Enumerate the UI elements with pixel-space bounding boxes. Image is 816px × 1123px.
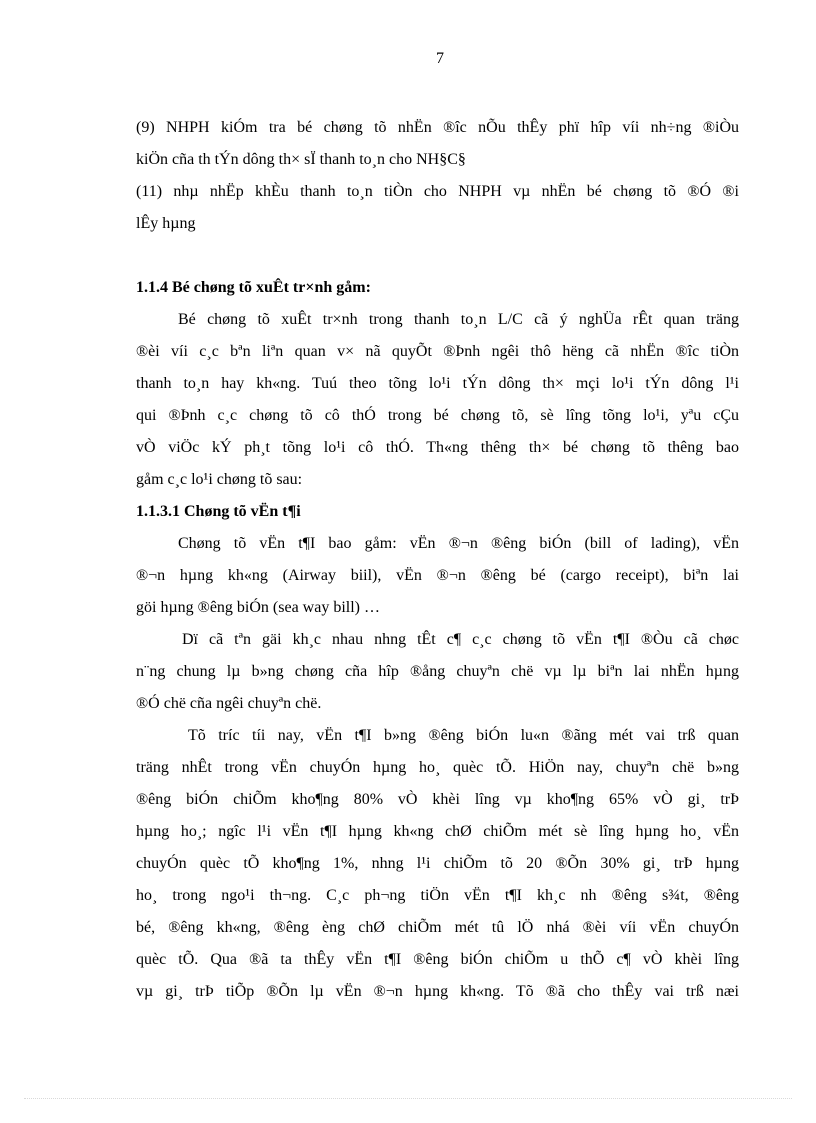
paragraph-line: ®êng biÓn chiÕm kho¶ng 80% vÒ khèi lîng vµ kho¶ng 65% vÒ gi¸ trÞ	[136, 791, 739, 808]
subsection-heading: 1.1.3.1 Chøng tõ vËn t¶i	[136, 503, 301, 520]
paragraph-line: vµ gi¸ trÞ tiÕp ®Õn lµ vËn ®¬n hµng kh«ng. Tõ ®ã cho thÊy vai trß næi	[136, 983, 739, 1000]
paragraph-line: Dï cã tªn gäi kh¸c nhau nhng tÊt c¶ c¸c chøng tõ vËn t¶I ®Òu cã chøc	[182, 631, 739, 648]
blank-line	[136, 240, 739, 272]
paragraph-line: ®èi víi c¸c bªn liªn quan v× nã quyÕt ®Þnh ngêi thô hëng cã nhËn ®îc tiÒn	[136, 343, 739, 360]
paragraph-line: lÊy hµng	[136, 215, 196, 232]
paragraph-line: n¨ng chung lµ b»ng chøng cña hîp ®ång chuyªn chë vµ lµ biªn lai nhËn hµng	[136, 663, 739, 680]
paragraph-line: ®¬n hµng kh«ng (Airway biil), vËn ®¬n ®êng bé (cargo receipt), biªn lai	[136, 567, 739, 584]
paragraph-line: quèc tÕ. Qua ®ã ta thÊy vËn t¶I ®êng biÓn chiÕm u thÕ c¶ vÒ khèi lîng	[136, 951, 739, 968]
page-bottom-divider	[24, 1098, 792, 1099]
paragraph-line: bé, ®êng kh«ng, ®êng èng chØ chiÕm mét tû lÖ nhá ®èi víi vËn chuyÓn	[136, 919, 739, 936]
section-heading: 1.1.4 Bé chøng tõ xuÊt tr×nh gåm:	[136, 279, 371, 296]
paragraph-line: Bé chøng tõ xuÊt tr×nh trong thanh to¸n L/C cã ý nghÜa rÊt quan träng	[178, 311, 739, 328]
paragraph-line: (9) NHPH kiÓm tra bé chøng tõ nhËn ®îc nÕu thÊy phï hîp víi nh÷ng ®iÒu	[136, 119, 739, 136]
paragraph-line: vÒ viÖc kÝ ph¸t tõng lo¹i cô thÓ. Th«ng thêng th× bé chøng tõ thêng bao	[136, 439, 739, 456]
paragraph-line: Tõ tríc tíi nay, vËn t¶I b»ng ®êng biÓn lu«n ®ãng mét vai trß quan	[188, 727, 739, 744]
paragraph-line: chuyÓn quèc tÕ kho¶ng 1%, nhng l¹i chiÕm tõ 20 ®Õn 30% gi¸ trÞ hµng	[136, 855, 739, 872]
paragraph-line: (11) nhµ nhËp khÈu thanh to¸n tiÒn cho NHPH vµ nhËn bé chøng tõ ®Ó ®i	[136, 183, 739, 200]
paragraph-line: kiÖn cña th tÝn dông th× sÏ thanh to¸n cho NH§C§	[136, 151, 466, 168]
paragraph-line: Chøng tõ vËn t¶I bao gåm: vËn ®¬n ®êng biÓn (bill of lading), vËn	[178, 535, 739, 552]
paragraph-line: gåm c¸c lo¹i chøng tõ sau:	[136, 471, 303, 488]
paragraph-line: qui ®Þnh c¸c chøng tõ cô thÓ trong bé chøng tõ, sè lîng tõng lo¹i, yªu cÇu	[136, 407, 739, 424]
paragraph-line: ho¸ trong ngo¹i th¬ng. C¸c ph¬ng tiÖn vËn t¶I kh¸c nh ®êng s¾t, ®êng	[136, 887, 739, 904]
page-number: 7	[436, 50, 444, 67]
paragraph-line: ®Ó chë cña ngêi chuyªn chë.	[136, 695, 322, 712]
paragraph-line: göi hµng ®êng biÓn (sea way bill) …	[136, 599, 380, 616]
paragraph-line: träng nhÊt trong vËn chuyÓn hµng ho¸ quèc tÕ. HiÖn nay, chuyªn chë b»ng	[136, 759, 739, 776]
paragraph-line: thanh to¸n hay kh«ng. Tuú theo tõng lo¹i tÝn dông th× mçi lo¹i tÝn dông l¹i	[136, 375, 739, 392]
paragraph-line: hµng ho¸; ngîc l¹i vËn t¶I hµng kh«ng chØ chiÕm mét sè lîng hµng ho¸ vËn	[136, 823, 739, 840]
document-body	[136, 112, 739, 1008]
